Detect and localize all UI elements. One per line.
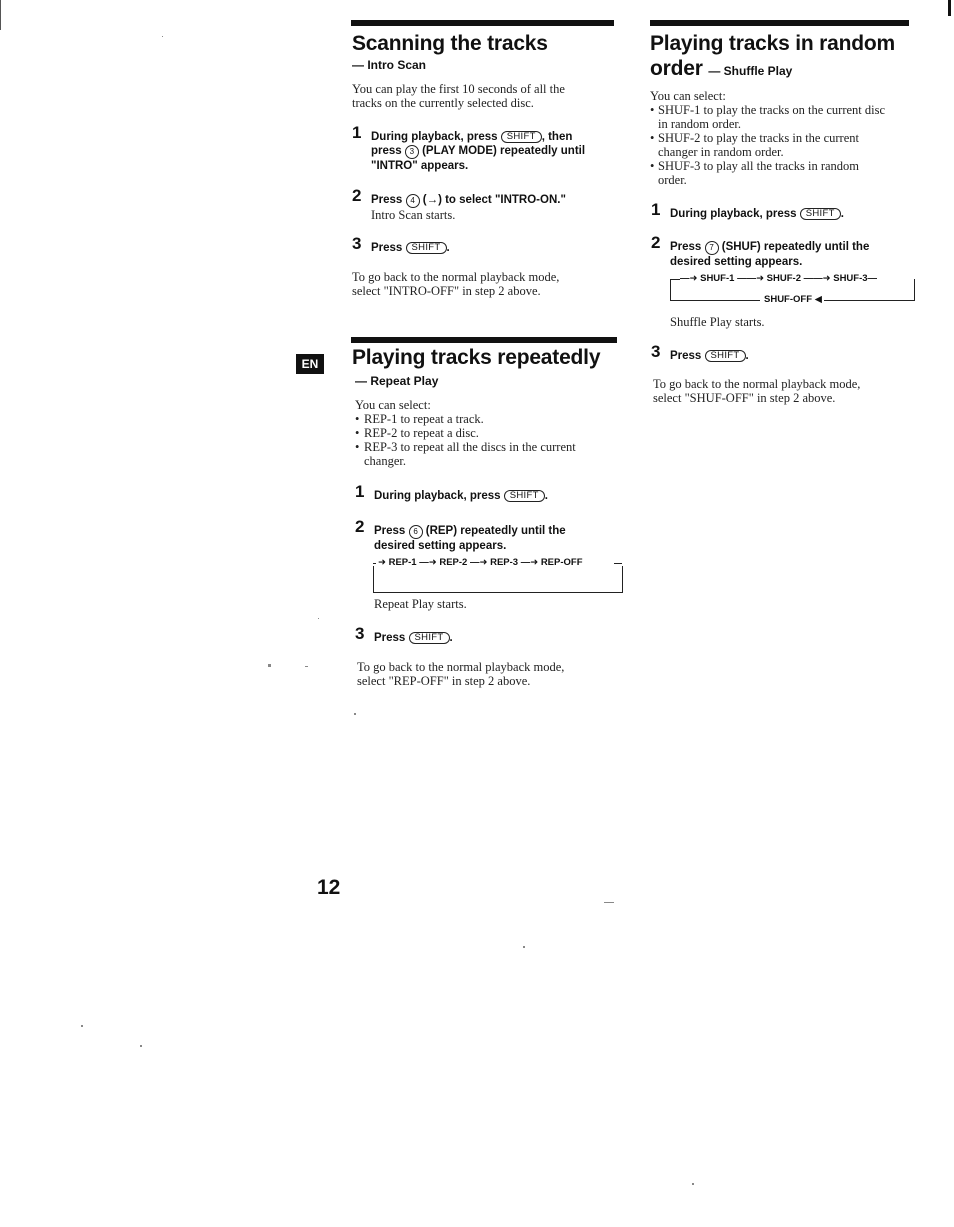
flow-loop-bottom-right [822,300,915,301]
repeat-step-1 [355,482,624,503]
list-item [650,159,912,187]
scan-speck [604,902,614,903]
list-item: • REP-3 to repeat all the discs in the current [355,440,617,454]
flow-step: REP-3 [490,557,519,568]
intro-scan-description [352,82,614,110]
arrow-right-icon: —➜ [520,557,539,568]
repeat-result: Repeat Play starts. [374,597,467,611]
step-number: 2 [651,233,661,252]
arrow-right-icon: —➜ [419,557,437,568]
scan-speck [81,1025,83,1027]
arrow-right-icon: —➜ [680,273,698,284]
flow-step: REP-2 [439,557,468,568]
intro-line: You can play the first 10 seconds of all the [352,82,565,96]
list-text: in random order. [658,117,741,131]
intro-scan-subtitle: — Intro Scan [352,58,427,72]
arrow-left-icon: ◀ [814,294,822,305]
scan-speck [354,713,356,715]
section-rule-shuffle [650,20,909,26]
step-text: . [449,632,453,644]
step-number: 3 [352,234,362,253]
flow-loop-top-right [614,563,622,564]
step-number: 2 [352,186,362,205]
step-text: desired setting appears. [670,256,803,268]
shift-key-icon: SHIFT [705,350,746,362]
you-can-select: You can select: [650,89,726,103]
shuffle-outro [653,377,915,405]
step-text: (SHUF) repeatedly until the [721,241,870,253]
arrow-right-icon: —➜ [469,557,488,568]
arrow-right-icon: ——➜ [737,273,765,284]
repeat-step-2 [355,517,624,553]
shuffle-step-1 [651,200,920,221]
repeat-step-3 [355,624,624,645]
step-number: 1 [355,482,365,501]
outro-line: select "INTRO-OFF" in step 2 above. [352,284,541,298]
scan-speck [268,664,271,667]
repeat-outro [357,660,619,688]
step-number: 1 [651,200,661,219]
step-number: 3 [355,624,365,643]
shuffle-option-list [650,103,912,187]
step-text: During playback, press [670,208,797,220]
outro-line: To go back to the normal playback mode, [653,377,861,391]
step-text: Press [670,241,702,253]
you-can-select: You can select: [355,398,431,412]
outro-line: To go back to the normal playback mode, [357,660,565,674]
step-text: desired setting appears. [374,540,507,552]
outro-line: To go back to the normal playback mode, [352,270,560,284]
repeat-options [355,398,617,468]
repeat-option-list [355,412,617,454]
flow-row [680,273,879,284]
scan-speck [523,946,525,948]
title-line: Playing tracks in random [650,32,895,55]
step-text: . [544,490,548,502]
shift-key-icon: SHIFT [406,242,447,254]
flow-return [762,294,824,305]
intro-step-1 [352,123,621,173]
shuffle-step-3 [651,342,920,363]
scan-speck [692,1183,694,1185]
step-text: . [745,350,749,362]
flow-step: SHUF-OFF [764,294,813,305]
list-item [650,103,912,131]
step-text: press [371,145,402,157]
list-item-continuation: changer. [364,454,406,468]
step-text: . [840,208,844,220]
step-text: Press [374,525,406,537]
flow-line: — [867,273,878,284]
scan-speck [318,618,319,619]
step-number: 2 [355,517,365,536]
scan-speck [305,666,308,667]
step-number: 1 [352,123,362,142]
section-rule-intro [351,20,614,26]
list-text: changer in random order. [658,145,784,159]
list-item [650,131,912,159]
title-line: order [650,57,703,80]
scan-speck [162,36,163,37]
intro-step-3 [352,234,621,255]
step-result: Intro Scan starts. [371,208,456,222]
list-text: order. [658,173,687,187]
outro-line: select "REP-OFF" in step 2 above. [357,674,531,688]
step-text: (PLAY MODE) repeatedly until [422,145,586,157]
scan-speck [140,1045,142,1047]
step-text: Press [374,632,406,644]
flow-step: REP-OFF [540,557,583,568]
shuffle-title [650,31,895,84]
repeat-subtitle: — Repeat Play [355,374,439,388]
list-text: SHUF-3 to play all the tracks in random [658,159,860,173]
button-3-icon: 3 [405,145,419,159]
flow-loop-bottom-left [670,300,760,301]
intro-step-2 [352,186,621,222]
flow-loop-left [670,279,671,301]
flow-step: SHUF-3 [833,273,868,284]
flow-loop-right [914,279,915,301]
step-text: During playback, press [374,490,501,502]
shuffle-step-2 [651,233,920,269]
step-text: Press [371,194,403,206]
step-text: Press [371,242,403,254]
shift-key-icon: SHIFT [800,208,841,220]
shift-key-icon: SHIFT [501,131,542,143]
step-text: Press [670,350,702,362]
outro-line: select "SHUF-OFF" in step 2 above. [653,391,836,405]
flow-step: SHUF-1 [700,273,735,284]
edge-mark [948,0,951,16]
edge-mark-left [0,0,1,30]
step-text: (REP) repeatedly until the [425,525,566,537]
flow-loop-top-left [670,279,680,280]
button-6-icon: 6 [409,525,423,539]
flow-loop-line [373,566,623,593]
step-number: 3 [651,342,661,361]
language-tab-en: EN [296,354,324,374]
step-text: , then [541,131,573,143]
flow-row [376,557,585,568]
button-4-icon: 4 [406,194,420,208]
button-7-icon: 7 [705,241,719,255]
step-text: (→) to select "INTRO-ON." [422,194,566,206]
arrow-right-icon: ——➜ [803,273,831,284]
section-rule-repeat [351,337,617,343]
flow-step: SHUF-2 [766,273,801,284]
step-text: . [446,242,450,254]
intro-scan-title: Scanning the tracks [352,32,548,55]
flow-step: REP-1 [388,557,417,568]
list-item: • REP-2 to repeat a disc. [355,426,617,440]
shift-key-icon: SHIFT [504,490,545,502]
intro-scan-outro [352,270,614,298]
shuffle-options [650,89,912,187]
page-number: 12 [317,876,341,899]
repeat-title: Playing tracks repeatedly [352,346,601,369]
shuffle-result: Shuffle Play starts. [670,315,765,329]
intro-line: tracks on the currently selected disc. [352,96,534,110]
list-text: SHUF-2 to play the tracks in the current [658,131,859,145]
shuffle-subtitle: — Shuffle Play [708,64,793,78]
list-text: SHUF-1 to play the tracks on the current disc [658,103,886,117]
step-text: "INTRO" appears. [371,160,469,172]
list-item: • REP-1 to repeat a track. [355,412,617,426]
shift-key-icon: SHIFT [409,632,450,644]
step-text: During playback, press [371,131,498,143]
arrow-right-icon: ➜ [378,557,386,568]
